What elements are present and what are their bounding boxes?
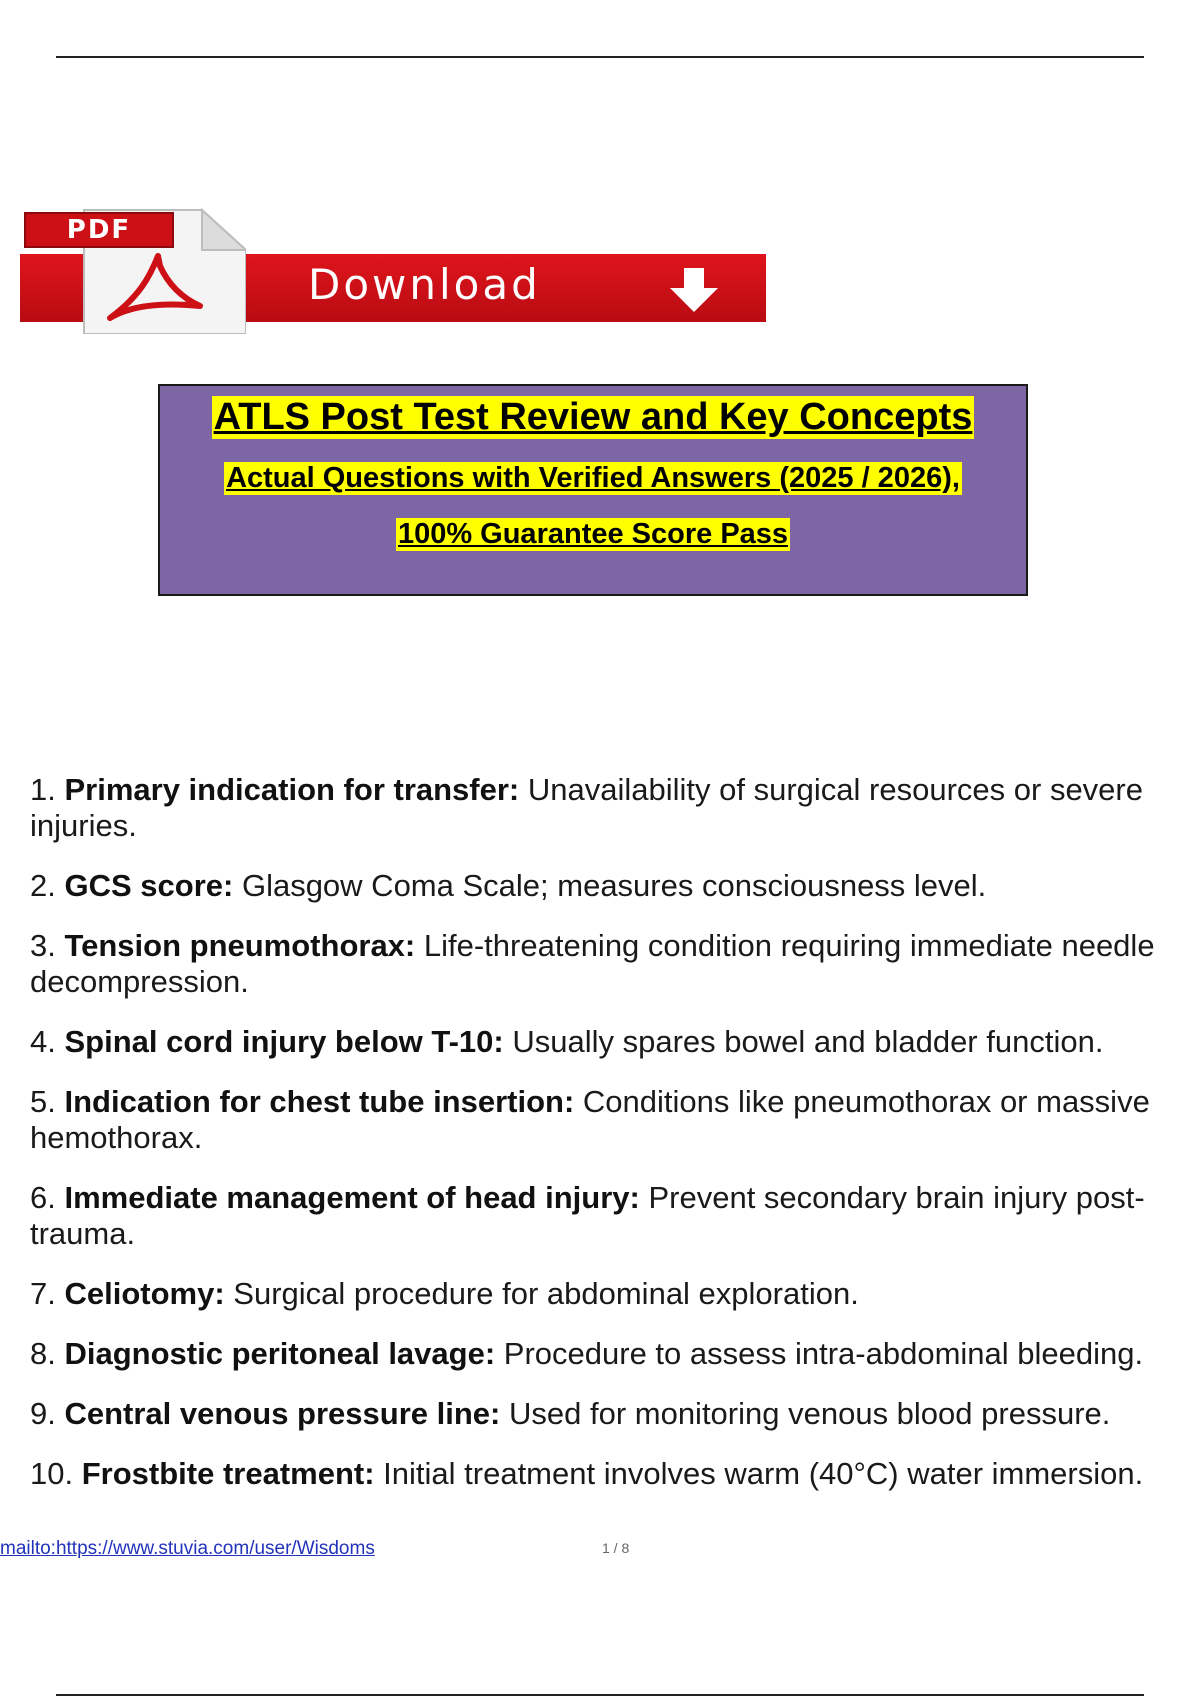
list-item: 1. Primary indication for transfer: Unavailability of surgical resources or severe injuries. <box>30 772 1143 843</box>
title-box <box>158 384 1028 596</box>
pdf-download-banner[interactable] <box>20 204 766 324</box>
list-item: 7. Celiotomy: Surgical procedure for abdominal exploration. <box>30 1276 859 1311</box>
list-item: 3. Tension pneumothorax: Life-threatening condition requiring immediate needle decompression. <box>30 928 1155 999</box>
list-item: 8. Diagnostic peritoneal lavage: Procedure to assess intra-abdominal bleeding. <box>30 1336 1144 1371</box>
list-item: 6. Immediate management of head injury: Prevent secondary brain injury post-trauma. <box>30 1180 1145 1251</box>
author-link[interactable]: mailto:https://www.stuvia.com/user/Wisdoms <box>0 1538 375 1559</box>
list-item: 10. Frostbite treatment: Initial treatment involves warm (40°C) water immersion. <box>30 1456 1144 1491</box>
bottom-rule <box>56 1694 1144 1696</box>
document-tagline: 100% Guarantee Score Pass <box>397 518 789 550</box>
concept-list <box>30 772 1190 1516</box>
pdf-tag: PDF <box>24 212 174 248</box>
top-rule <box>56 56 1144 58</box>
download-label[interactable]: Download <box>308 260 541 309</box>
download-arrow-icon <box>666 266 722 316</box>
list-item: 4. Spinal cord injury below T-10: Usually spares bowel and bladder function. <box>30 1024 1104 1059</box>
document-title: ATLS Post Test Review and Key Concepts <box>213 396 973 438</box>
list-item: 2. GCS score: Glasgow Coma Scale; measures consciousness level. <box>30 868 987 903</box>
list-item: 5. Indication for chest tube insertion: Conditions like pneumothorax or massive hemothorax. <box>30 1084 1150 1155</box>
list-item: 9. Central venous pressure line: Used for monitoring venous blood pressure. <box>30 1396 1111 1431</box>
page-number: 1 / 8 <box>602 1540 630 1556</box>
document-subtitle: Actual Questions with Verified Answers (2025 / 2026), <box>226 462 960 494</box>
